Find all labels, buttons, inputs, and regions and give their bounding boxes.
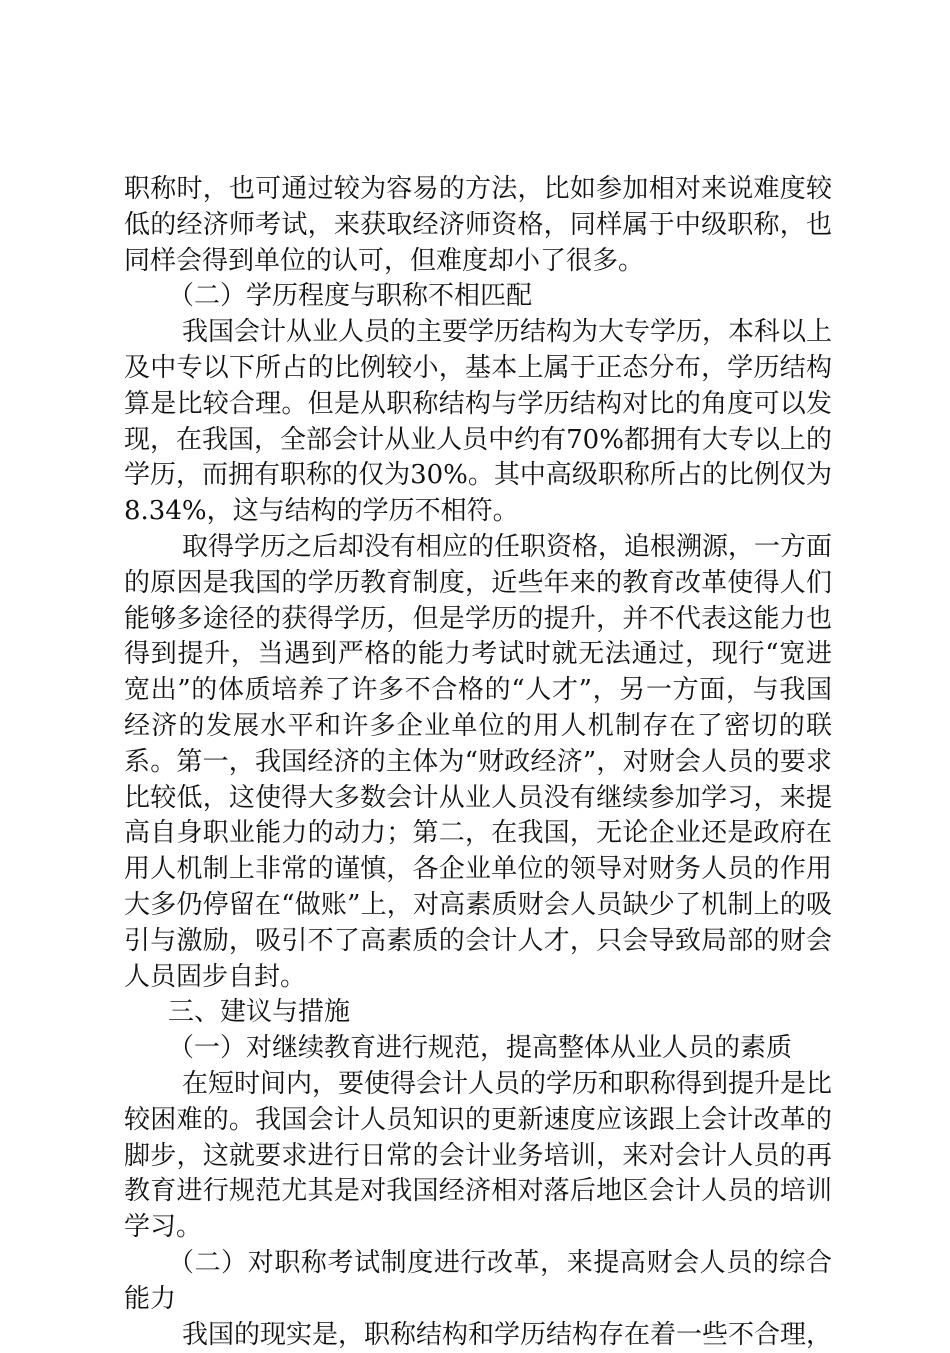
- document-page: [124, 172, 832, 1353]
- paragraph-continuation: 职称时，也可通过较为容易的方法，比如参加相对来说难度较低的经济师考试，来获取经济师资格，同样属于中级职称，也同样会得到单位的认可，但难度却小了很多。: [124, 172, 832, 279]
- section-heading-suggestions: 三、建议与措施: [124, 995, 832, 1031]
- paragraph-training: 在短时间内，要使得会计人员的学历和职称得到提升是比较困难的。我国会计人员知识的更新速度应该跟上会计改革的脚步，这就要求进行日常的会计业务培训，来对会计人员的再教育进行规范尤其是对我国经济相对落后地区会计人员的培训学习。: [124, 1067, 832, 1246]
- paragraph-reality: 我国的现实是，职称结构和学历结构存在着一些不合理，: [124, 1318, 832, 1353]
- subsection-heading-continuing-education: （一）对继续教育进行规范，提高整体从业人员的素质: [124, 1031, 832, 1067]
- paragraph-education-structure: 我国会计从业人员的主要学历结构为大专学历，本科以上及中专以下所占的比例较小，基本上属于正态分布，学历结构算是比较合理。但是从职称结构与学历结构对比的角度可以发现，在我国，全部会计从业人员中约有70%都拥有大专以上的学历，而拥有职称的仅为30%。其中高级职称所占的比例仅为8.34%，这与结构的学历不相符。: [124, 315, 832, 530]
- subsection-heading-exam-reform: （二）对职称考试制度进行改革，来提高财会人员的综合能力: [124, 1246, 832, 1318]
- paragraph-root-causes: 取得学历之后却没有相应的任职资格，追根溯源，一方面的原因是我国的学历教育制度，近些年来的教育改革使得人们能够多途径的获得学历，但是学历的提升，并不代表这能力也得到提升，当遇到严格的能力考试时就无法通过，现行“宽进宽出”的体质培养了许多不合格的“人才”，另一方面，与我国经济的发展水平和许多企业单位的用人机制存在了密切的联系。第一，我国经济的主体为“财政经济”，对财会人员的要求比较低，这使得大多数会计从业人员没有继续参加学习，来提高自身职业能力的动力；第二，在我国，无论企业还是政府在用人机制上非常的谨慎，各企业单位的领导对财务人员的作用大多仍停留在“做账”上，对高素质财会人员缺少了机制上的吸引与激励，吸引不了高素质的会计人才，只会导致局部的财会人员固步自封。: [124, 530, 832, 995]
- section-heading-education-title-mismatch: （二）学历程度与职称不相匹配: [124, 279, 832, 315]
